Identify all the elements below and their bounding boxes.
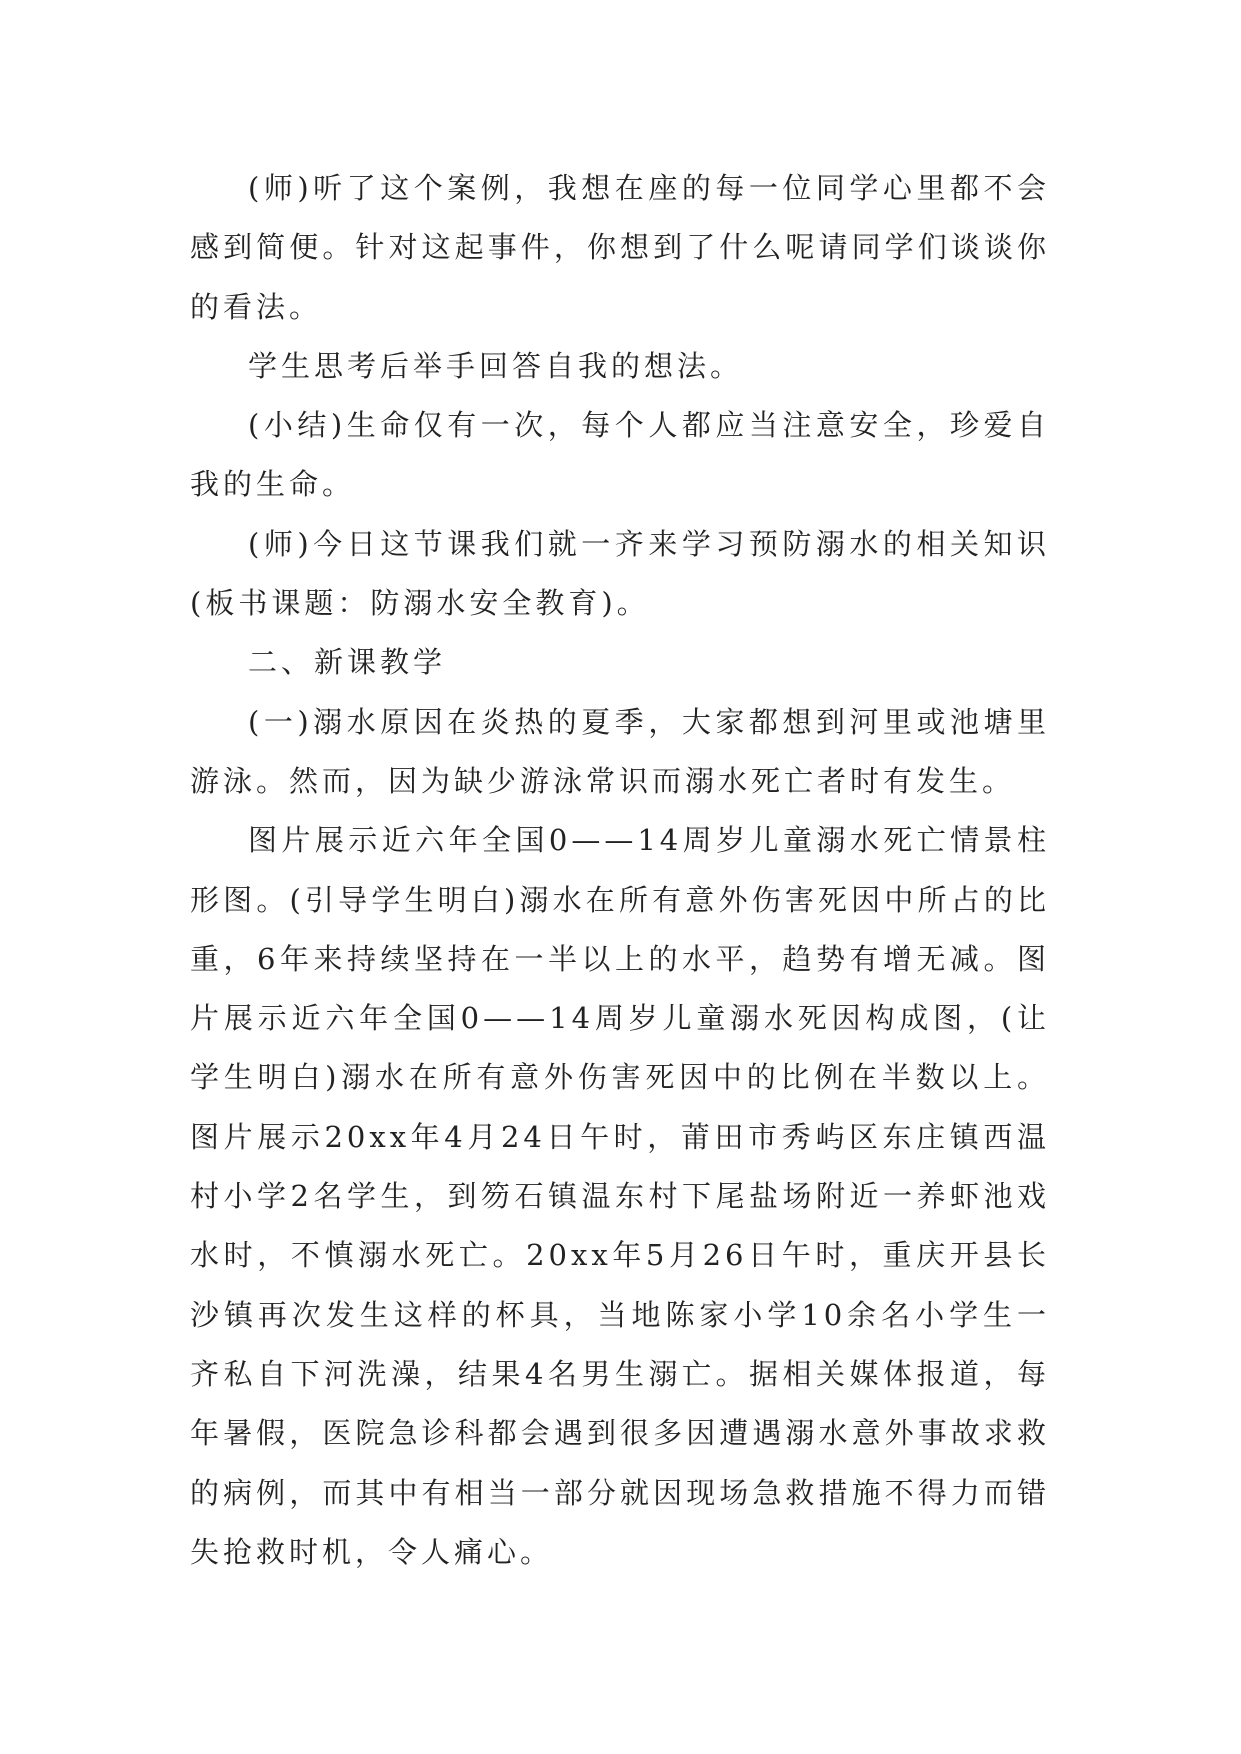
section-heading-new-lesson: 二、新课教学 — [248, 645, 447, 680]
paragraph-drowning-causes: (一)溺水原因在炎热的夏季，大家都想到河里或池塘里游泳。然而，因为缺少游泳常识而溺水死亡者时有发生。 — [190, 704, 1050, 798]
document-body — [190, 159, 1050, 1582]
paragraph-student-answer: 学生思考后举手回答自我的想法。 — [248, 348, 744, 383]
paragraph-teacher-case-question: (师)听了这个案例，我想在座的每一位同学心里都不会感到简便。针对这起事件，你想到了什么呢请同学们谈谈你的看法。 — [190, 171, 1050, 324]
paragraph-summary: (小结)生命仅有一次，每个人都应当注意安全，珍爱自我的生命。 — [190, 408, 1050, 502]
paragraph-lesson-topic: (师)今日这节课我们就一齐来学习预防溺水的相关知识(板书课题：防溺水安全教育)。 — [190, 526, 1050, 621]
paragraph-statistics-and-cases: 图片展示近六年全国0——14周岁儿童溺水死亡情景柱形图。(引导学生明白)溺水在所有意外伤害死因中所占的比重，6年来持续坚持在一半以上的水平，趋势有增无减。图片展示近六年全国0——14周岁儿童溺水死因构成图，(让学生明白)溺水在所有意外伤害死因中的比例在半数以上。图片展示20xx年4月24日午时，莆田市秀屿区东庄镇西温村小学2名学生，到笏石镇温东村下尾盐场附近一养虾池戏水时，不慎溺水死亡。20xx年5月26日午时，重庆开县长沙镇再次发生这样的杯具，当地陈家小学10余名小学生一齐私自下河洗澡，结果4名男生溺亡。据相关媒体报道，每年暑假，医院急诊科都会遇到很多因遭遇溺水意外事故求救的病例，而其中有相当一部分就因现场急救措施不得力而错失抢救时机，令人痛心。 — [190, 823, 1050, 1569]
